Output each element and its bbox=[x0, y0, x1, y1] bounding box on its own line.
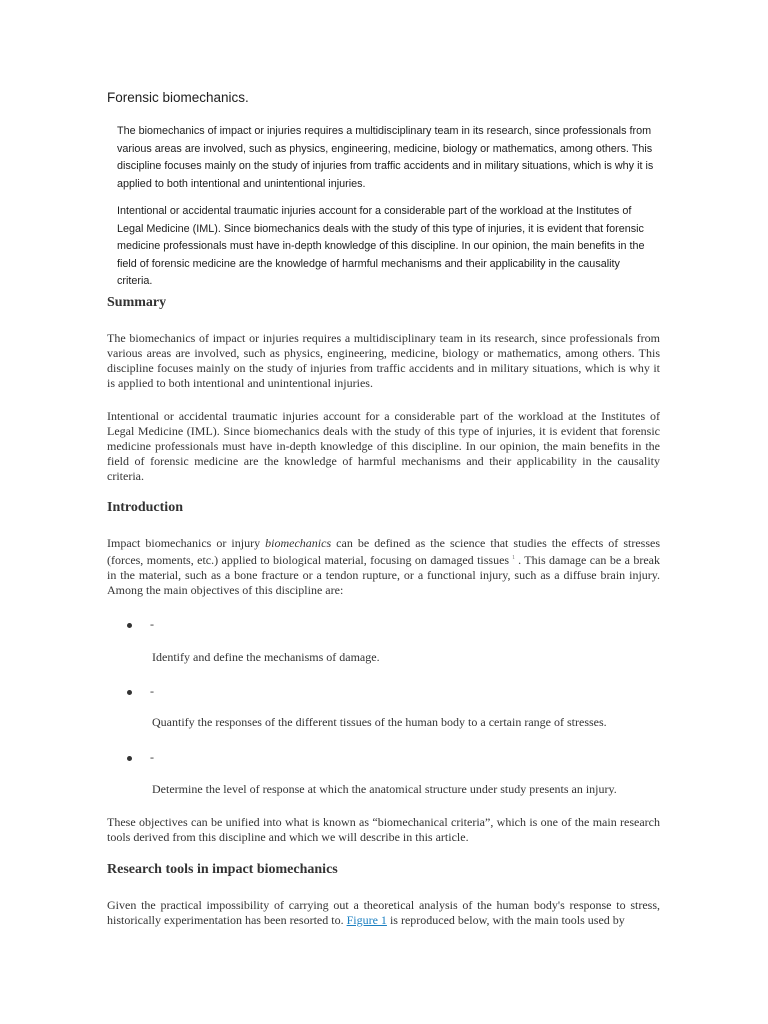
research-text-start: Given the practical impossibility of carrying out a theoretical analysis of the human body's response to stress, historically experimentation has been resorted to. bbox=[107, 898, 660, 927]
bullet-dot-icon bbox=[127, 623, 132, 628]
research-text-end: is reproduced below, with the main tools used by bbox=[386, 913, 625, 927]
research-tools-paragraph bbox=[107, 898, 660, 928]
introduction-closing-paragraph: These objectives can be unified into what is known as “biomechanical criteria”, which is one of the main research tools derived from this discipline and which we will describe in this article. bbox=[107, 815, 660, 844]
figure-1-link[interactable]: Figure 1 bbox=[346, 913, 387, 927]
abstract-paragraph-1: The biomechanics of impact or injuries requires a multidisciplinary team in its research, since professionals from various areas are involved, such as physics, engineering, medicine, biology or mathematics, among others. This discipline focuses mainly on the study of injuries from traffic accidents and in military situations, which is why it is applied to both intentional and unintentional injuries. bbox=[117, 125, 654, 190]
bullet-dot-icon bbox=[127, 690, 132, 695]
bullet-text-2: Quantify the responses of the different tissues of the human body to a certain range of stresses. bbox=[152, 715, 607, 729]
bullet-text-1: Identify and define the mechanisms of damage. bbox=[152, 650, 380, 664]
research-tools-heading: Research tools in impact biomechanics bbox=[107, 862, 338, 877]
bullet-item-1 bbox=[127, 617, 154, 632]
intro-text-start: Impact biomechanics or injury bbox=[107, 536, 266, 550]
abstract-paragraph-2: Intentional or accidental traumatic injuries account for a considerable part of the workload at the Institutes of Legal Medicine (IML). Since biomechanics deals with the study of this type of injuries, it is evident that forensic medicine professionals must have in-depth knowledge of this discipline. In our opinion, the main benefits in the field of forensic medicine are the knowledge of harmful mechanisms and their applicability in the causality criteria. bbox=[117, 205, 645, 287]
bullet-item-2 bbox=[127, 684, 154, 699]
bullet-item-3 bbox=[127, 750, 154, 765]
summary-heading: Summary bbox=[107, 295, 167, 310]
bullet-marker: - bbox=[150, 750, 154, 764]
summary-paragraph-1: The biomechanics of impact or injuries requires a multidisciplinary team in its research, since professionals from various areas are involved, such as physics, engineering, medicine, biology or mathematics, among others. This discipline focuses mainly on the study of injuries from traffic accidents and in military situations, which is why it is applied to both intentional and unintentional injuries. bbox=[107, 331, 660, 390]
bullet-marker: - bbox=[150, 617, 154, 631]
summary-paragraph-2: Intentional or accidental traumatic injuries account for a considerable part of the workload at the Institutes of Legal Medicine (IML). Since biomechanics deals with the study of this type of injuries, it is evident that forensic medicine professionals must have in-depth knowledge of this discipline. In our opinion, the main benefits in the field of forensic medicine are the knowledge of harmful mechanisms and their applicability in the causality criteria. bbox=[107, 409, 660, 483]
intro-text-end: . This damage can be a break in the material, such as a bone fracture or a tendon rupture, or a functional injury, such as a diffuse brain injury. Among the main objectives of this discipline are: bbox=[107, 553, 660, 597]
bullet-text-3: Determine the level of response at which the anatomical structure under study presents an injury. bbox=[152, 782, 617, 796]
reference-superscript[interactable]: 1 bbox=[512, 555, 516, 561]
introduction-heading: Introduction bbox=[107, 500, 183, 515]
intro-italic-term: biomechanics bbox=[265, 536, 332, 550]
bullet-marker: - bbox=[150, 684, 154, 698]
bullet-dot-icon bbox=[127, 756, 132, 761]
introduction-paragraph bbox=[107, 536, 660, 598]
intro-text-mid: can be defined as the science that studies the effects of stresses (forces, moments, etc.) applied to biological material, focusing on damaged tissues bbox=[107, 536, 660, 567]
document-title: Forensic biomechanics. bbox=[107, 90, 249, 105]
